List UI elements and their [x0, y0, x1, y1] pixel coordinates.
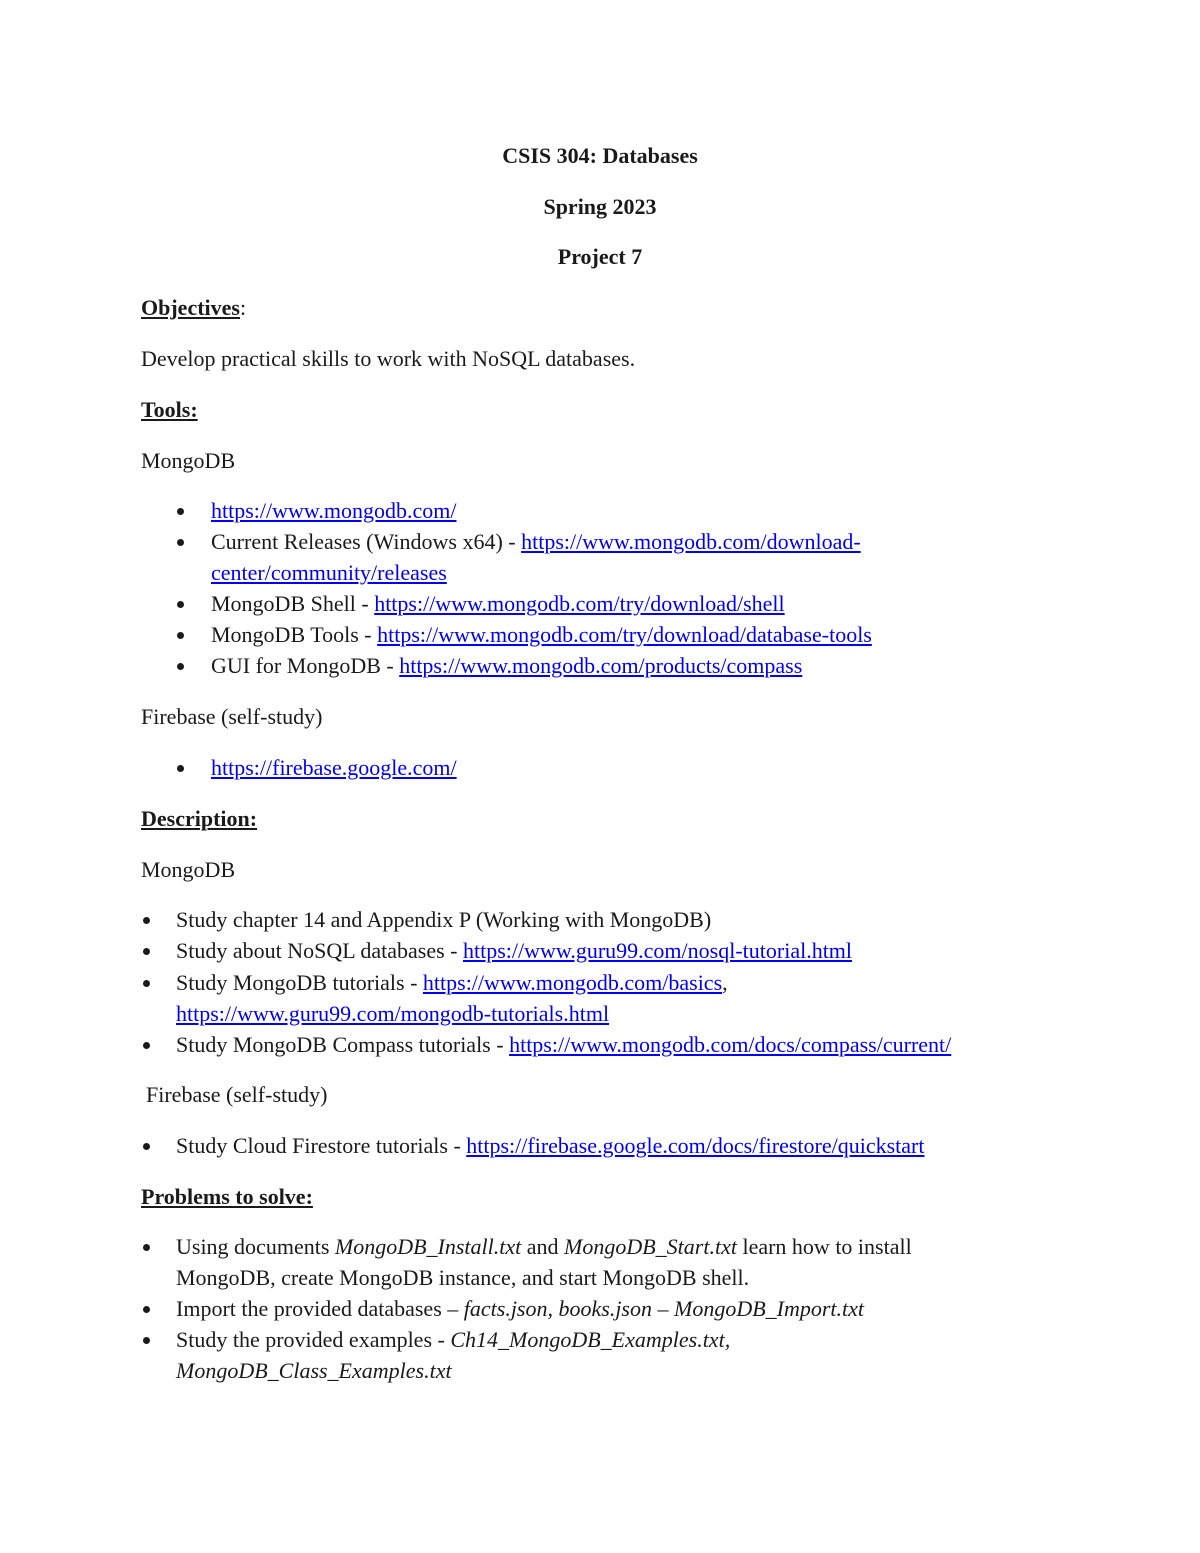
tools-item-gui: [211, 653, 802, 679]
objectives-colon: :: [239, 295, 247, 320]
problem-item-install: [176, 1234, 912, 1260]
description-mongodb-label: MongoDB: [141, 857, 236, 882]
tools-mongodb-label: MongoDB: [141, 448, 236, 473]
link-firebase-home[interactable]: https://firebase.google.com/: [211, 755, 457, 780]
bullet-icon: [143, 917, 150, 924]
tools-item-mongodb-site: [211, 498, 456, 524]
link-mongodb-basics[interactable]: https://www.mongodb.com/basics: [422, 970, 723, 995]
tools-heading: Tools:: [141, 397, 198, 422]
tools-firebase-label: Firebase (self-study): [141, 704, 323, 729]
file-name: facts.json, books.json: [463, 1296, 652, 1321]
bullet-icon: [143, 1244, 150, 1251]
item-text: Study about NoSQL databases -: [176, 938, 463, 963]
bullet-icon: [143, 948, 150, 955]
link-download-center[interactable]: https://www.mongodb.com/download-: [521, 529, 861, 554]
tools-item-current-releases: [211, 529, 861, 555]
file-name: Ch14_MongoDB_Examples.txt,: [450, 1327, 731, 1352]
tools-item-tools: [211, 622, 872, 648]
bullet-icon: [143, 1042, 150, 1049]
project-title: Project 7: [557, 244, 643, 269]
description-item-nosql: [176, 938, 852, 964]
bullet-icon: [177, 765, 184, 772]
link-mongodb-shell[interactable]: https://www.mongodb.com/try/download/shell: [374, 591, 785, 616]
item-text: MongoDB Tools -: [211, 622, 378, 647]
item-separator: ,: [722, 970, 728, 995]
course-title: CSIS 304: Databases: [502, 143, 698, 168]
link-download-center-cont[interactable]: center/community/releases: [211, 560, 447, 585]
bullet-icon: [143, 1143, 150, 1150]
tools-item-current-releases-cont: [211, 560, 447, 586]
link-guru99-nosql[interactable]: https://www.guru99.com/nosql-tutorial.html: [462, 938, 853, 963]
objectives-heading: Objectives: [141, 295, 240, 320]
item-text: MongoDB Shell -: [211, 591, 375, 616]
description-heading: Description:: [141, 806, 258, 831]
file-name: MongoDB_Start.txt: [564, 1234, 737, 1259]
description-item-firestore: [176, 1133, 924, 1159]
item-text: Study Cloud Firestore tutorials -: [176, 1133, 467, 1158]
item-text: GUI for MongoDB -: [211, 653, 400, 678]
item-text: Study MongoDB Compass tutorials -: [176, 1032, 510, 1057]
bullet-icon: [143, 1337, 150, 1344]
item-text: Import the provided databases –: [176, 1296, 464, 1321]
item-text: and: [521, 1234, 565, 1259]
description-item-tutorials: [176, 970, 728, 996]
bullet-icon: [177, 663, 184, 670]
file-name: MongoDB_Import.txt: [674, 1296, 865, 1321]
problem-item-import: [176, 1296, 864, 1322]
item-text: Using documents: [176, 1234, 335, 1259]
description-item-chapter: Study chapter 14 and Appendix P (Working with MongoDB): [176, 907, 712, 932]
link-firestore-quickstart[interactable]: https://firebase.google.com/docs/firestore/quickstart: [466, 1133, 925, 1158]
description-item-tutorials-cont: [176, 1001, 609, 1027]
item-text: Study MongoDB tutorials -: [176, 970, 423, 995]
item-text: –: [652, 1296, 674, 1321]
objectives-heading-line: [141, 295, 246, 321]
tools-item-shell: [211, 591, 785, 617]
problem-item-examples-cont: MongoDB_Class_Examples.txt: [176, 1358, 452, 1383]
link-compass-docs[interactable]: https://www.mongodb.com/docs/compass/current/: [509, 1032, 952, 1057]
bullet-icon: [177, 539, 184, 546]
file-name: MongoDB_Install.txt: [334, 1234, 522, 1259]
item-text: learn how to install: [736, 1234, 912, 1259]
description-firebase-label: Firebase (self-study): [146, 1082, 328, 1107]
bullet-icon: [177, 632, 184, 639]
term-title: Spring 2023: [543, 194, 657, 219]
problem-item-examples: [176, 1327, 730, 1353]
objectives-text: Develop practical skills to work with NoSQL databases.: [141, 346, 636, 371]
bullet-icon: [177, 508, 184, 515]
tools-item-firebase: [211, 755, 457, 781]
link-guru99-mongodb[interactable]: https://www.guru99.com/mongodb-tutorials.html: [176, 1001, 610, 1026]
link-mongodb-compass[interactable]: https://www.mongodb.com/products/compass: [399, 653, 803, 678]
problem-item-install-cont: MongoDB, create MongoDB instance, and start MongoDB shell.: [176, 1265, 750, 1290]
bullet-icon: [143, 1306, 150, 1313]
item-text: Current Releases (Windows x64) -: [211, 529, 522, 554]
link-mongodb-tools[interactable]: https://www.mongodb.com/try/download/database-tools: [377, 622, 872, 647]
description-item-compass: [176, 1032, 951, 1058]
bullet-icon: [143, 980, 150, 987]
bullet-icon: [177, 601, 184, 608]
item-text: Study the provided examples -: [176, 1327, 451, 1352]
link-mongodb-home[interactable]: https://www.mongodb.com/: [211, 498, 457, 523]
problems-heading: Problems to solve:: [141, 1184, 313, 1209]
